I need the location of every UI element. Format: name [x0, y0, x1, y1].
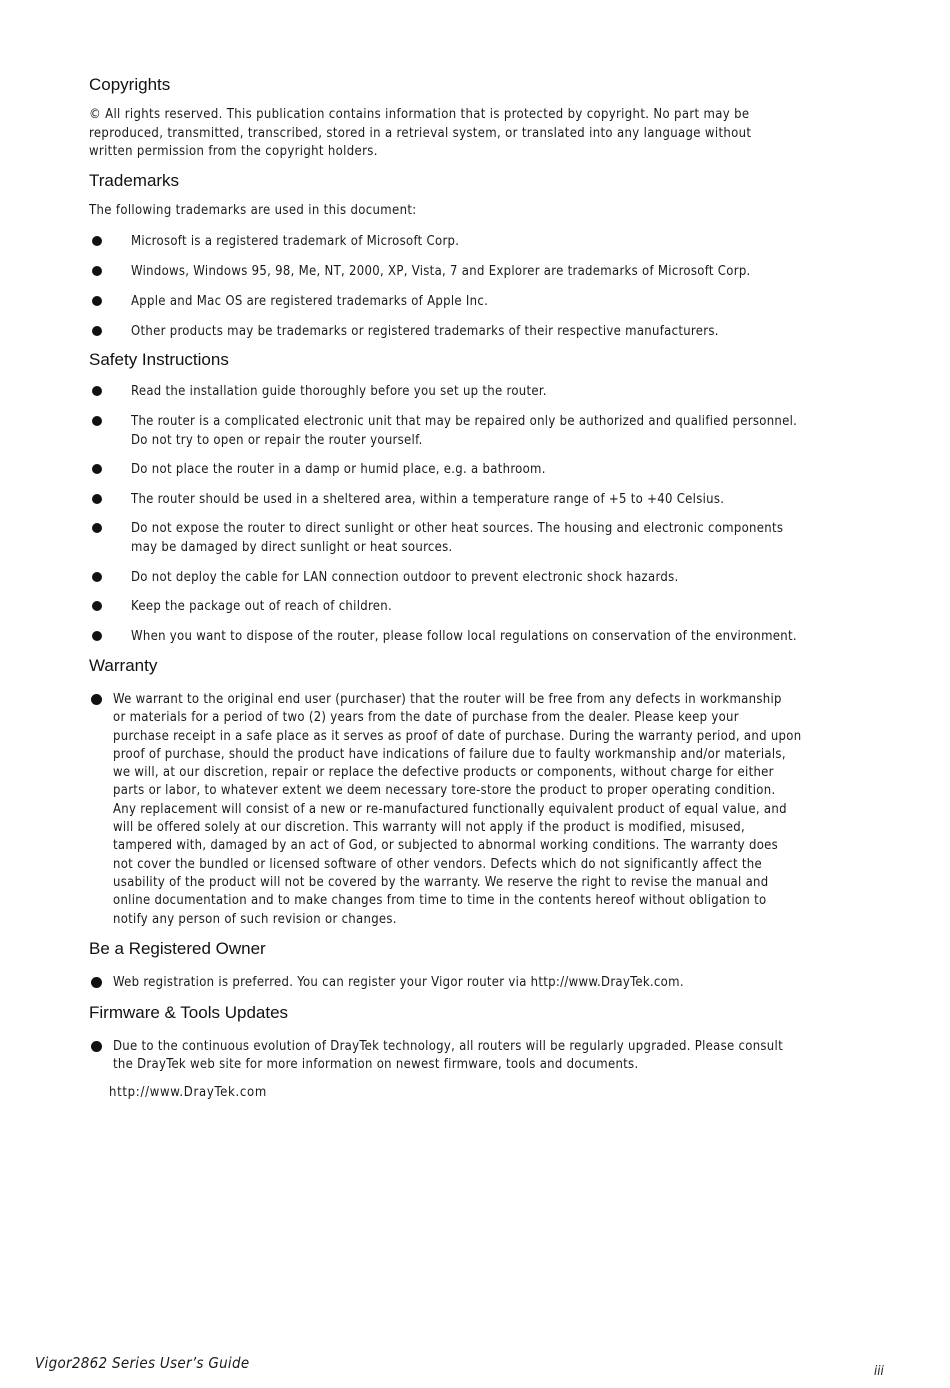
list-item-text: When you want to dispose of the router, please follow local regulations on conservation of the environment. — [131, 629, 797, 644]
bullet-icon — [92, 236, 102, 246]
list-item-text: Microsoft is a registered trademark of Microsoft Corp. — [131, 234, 460, 249]
bullet-icon — [91, 1041, 102, 1052]
list-item-text: Do not deploy the cable for LAN connection outdoor to prevent electronic shock hazards. — [131, 570, 679, 585]
bullet-icon — [92, 464, 102, 474]
bullet-icon — [92, 296, 102, 306]
bullet-icon — [92, 416, 102, 426]
bullet-icon — [92, 386, 102, 396]
firmware-text: Due to the continuous evolution of DrayTek technology, all routers will be regularly upgraded. Please consult the DrayTek web site for more information on newest firmware, tools and documents. — [113, 1039, 783, 1073]
list-item-text: The router is a complicated electronic unit that may be repaired only be authorized and qualified personnel. Do not try to open or repair the router yourself. — [131, 414, 798, 448]
registered-owner-text: Web registration is preferred. You can register your Vigor router via http://www.DrayTek.com. — [113, 975, 684, 990]
list-item-text: The router should be used in a sheltered area, within a temperature range of +5 to +40 Celsius. — [131, 492, 725, 507]
list-item-text: Do not expose the router to direct sunlight or other heat sources. The housing and electronic components may be damaged by direct sunlight or heat sources. — [131, 521, 784, 555]
trademarks-intro: The following trademarks are used in this document: — [89, 203, 417, 218]
list-item-text: Apple and Mac OS are registered trademarks of Apple Inc. — [131, 294, 489, 309]
bullet-icon — [91, 694, 102, 705]
bullet-icon — [92, 631, 102, 641]
list-item-text: Do not place the router in a damp or humid place, e.g. a bathroom. — [131, 462, 546, 477]
bullet-icon — [92, 326, 102, 336]
bullet-icon — [92, 601, 102, 611]
page-number: iii — [874, 1364, 884, 1379]
safety-heading: Safety Instructions — [89, 350, 229, 369]
trademarks-heading: Trademarks — [89, 171, 180, 190]
firmware-heading: Firmware & Tools Updates — [89, 1003, 289, 1022]
registered-owner-heading: Be a Registered Owner — [89, 939, 266, 958]
copyrights-text: © All rights reserved. This publication contains information that is protected by copyright. No part may be reproduced, transmitted, transcribed, stored in a retrieval system, or translated into any language without written permission from the copyright holders. — [89, 107, 752, 159]
copyrights-heading: Copyrights — [89, 75, 171, 94]
bullet-icon — [92, 266, 102, 276]
warranty-text: We warrant to the original end user (purchaser) that the router will be free from any defects in workmanship or materials for a period of two (2) years from the date of purchase from the dealer. Please keep your purchase receipt in a safe place as it serves as proof of date of purchase. During the warranty period, and upon proof of purchase, should the product have indications of failure due to faulty workmanship and/or materials, we will, at our discretion, repair or replace the defective products or components, without charge for either parts or labor, to whatever extent we deem necessary tore-store the product to proper operating condition. Any replacement will consist of a new or re-manufactured functionally equivalent product of equal value, and will be offered solely at our discretion. This warranty will not apply if the product is modified, misused, tampered with, damaged by an act of God, or subjected to abnormal working conditions. The warranty does not cover the bundled or licensed software of other vendors. Defects which do not significantly affect the usability of the product will not be covered by the warranty. We reserve the right to revise the manual and online documentation and to make changes from time to time in the contents hereof without obligation to notify any person of such revision or changes. — [113, 692, 802, 927]
warranty-heading: Warranty — [89, 656, 158, 675]
list-item-text: Read the installation guide thoroughly before you set up the router. — [131, 384, 547, 399]
list-item-text: Windows, Windows 95, 98, Me, NT, 2000, XP, Vista, 7 and Explorer are trademarks of Microsoft Corp. — [131, 264, 751, 279]
draytek-link[interactable]: http://www.DrayTek.com — [109, 1085, 267, 1100]
bullet-icon — [92, 523, 102, 533]
footer-title: Vigor2862 Series User’s Guide — [35, 1354, 250, 1372]
bullet-icon — [91, 977, 102, 988]
list-item-text: Other products may be trademarks or registered trademarks of their respective manufacturers. — [131, 324, 719, 339]
bullet-icon — [92, 572, 102, 582]
list-item-text: Keep the package out of reach of children. — [131, 599, 393, 614]
bullet-icon — [92, 494, 102, 504]
